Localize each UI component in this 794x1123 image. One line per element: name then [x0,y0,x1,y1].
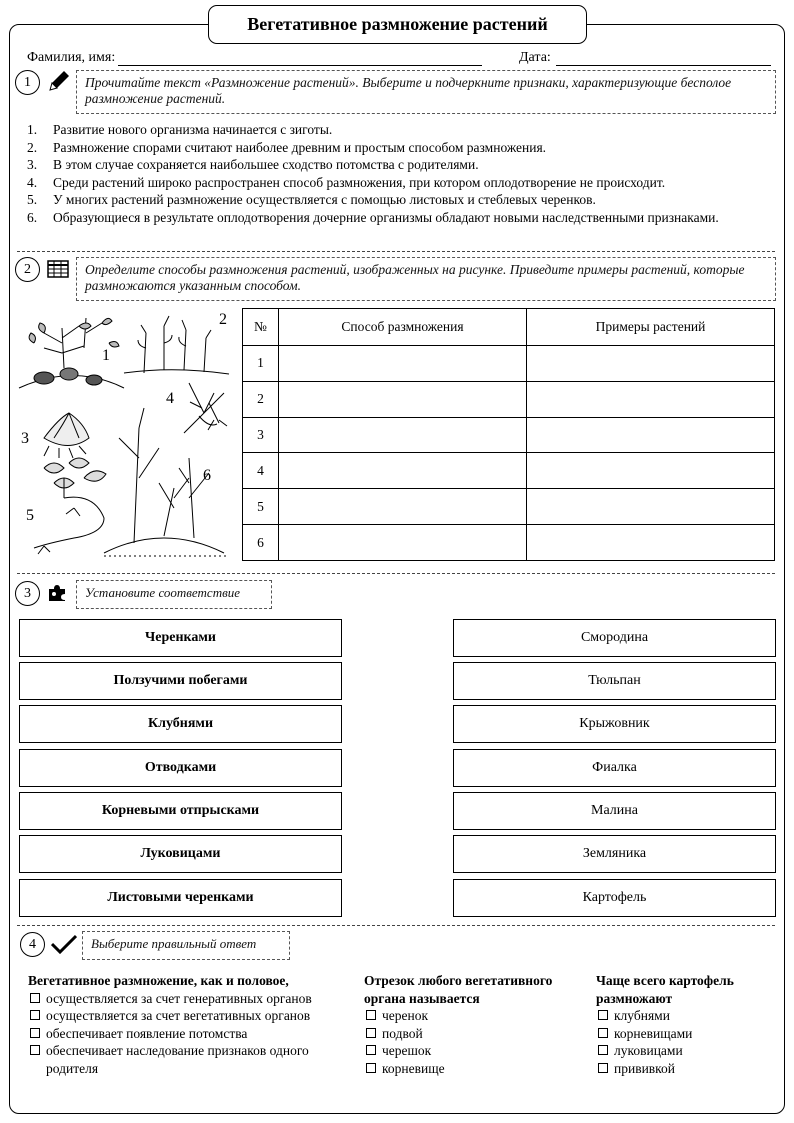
question-text: Чаще всего картофель размножают [596,973,734,1006]
pencil-icon [47,69,71,93]
option[interactable]: клубнями [596,1007,776,1025]
question-3 [596,972,776,1077]
question-text: Отрезок любого вегетативного органа называется [364,973,553,1006]
checkbox[interactable] [366,1028,376,1038]
option[interactable]: корневище [364,1060,584,1078]
table-icon [47,260,69,278]
figure-label-3: 3 [21,430,29,447]
checkbox[interactable] [30,1010,40,1020]
option[interactable]: корневищами [596,1025,776,1043]
method-cell[interactable] [279,489,527,525]
checkbox[interactable] [30,1028,40,1038]
column-header-number: № [243,309,279,346]
figure-label-5: 5 [26,507,34,524]
checkbox[interactable] [366,1063,376,1073]
option[interactable]: обеспечивает появление потомства [28,1025,338,1043]
option[interactable]: осуществляется за счет вегетативных органов [28,1007,338,1025]
checkbox[interactable] [366,1045,376,1055]
match-left-item[interactable]: Черенками [19,619,342,657]
question-1 [28,972,338,1077]
method-cell[interactable] [279,381,527,417]
list-item[interactable]: 5. У многих растений размножение осуществляется с помощью листовых и стеблевых черенков. [27,192,596,207]
match-right-item[interactable]: Смородина [453,619,776,657]
match-left-item[interactable]: Корневыми отпрысками [19,792,342,830]
page-title: Вегетативное размножение растений [208,5,587,44]
option[interactable]: осуществляется за счет генеративных органов [28,990,338,1008]
list-item[interactable]: 2. Размножение спорами считают наиболее древним и простым способом размножения. [27,139,547,155]
section-3-number: 3 [15,581,40,606]
puzzle-icon [47,583,67,603]
name-label: Фамилия, имя: [27,50,116,65]
checkbox[interactable] [366,1010,376,1020]
match-right-item[interactable]: Земляника [453,835,776,873]
option[interactable]: черенок [364,1007,584,1025]
checkbox[interactable] [598,1045,608,1055]
question-2 [364,972,584,1077]
match-left-item[interactable]: Луковицами [19,835,342,873]
date-label: Дата: [519,50,551,65]
table-row: 6 [243,525,775,561]
section-2-instruction: Определите способы размножения растений, изображенных на рисунке. Приведите примеры растений, которые размножаются указанным способом. [76,257,776,301]
figure-label-4: 4 [166,390,174,407]
examples-cell[interactable] [527,381,775,417]
section-3-instruction: Установите соответствие [76,580,272,609]
match-left-item[interactable]: Листовыми черенками [19,879,342,917]
section-4-number: 4 [20,932,45,957]
section-4-instruction: Выберите правильный ответ [82,931,290,960]
method-cell[interactable] [279,453,527,489]
table-row: 5 [243,489,775,525]
checkbox[interactable] [30,1045,40,1055]
checkbox[interactable] [30,993,40,1003]
option[interactable]: черешок [364,1042,584,1060]
date-field[interactable] [556,65,771,66]
match-right-item[interactable]: Тюльпан [453,662,776,700]
method-cell[interactable] [279,525,527,561]
match-left-item[interactable]: Ползучими побегами [19,662,342,700]
method-cell[interactable] [279,346,527,382]
examples-cell[interactable] [527,417,775,453]
table-row: 1 [243,346,775,382]
plants-illustration [14,308,242,563]
table-row: 3 [243,417,775,453]
list-item[interactable]: 3. В этом случае сохраняется наибольшее сходство потомства с родителями. [27,157,479,172]
checkbox[interactable] [598,1010,608,1020]
option[interactable]: подвой [364,1025,584,1043]
figure-label-6: 6 [203,467,211,484]
question-text: Вегетативное размножение, как и половое, [28,973,289,988]
divider [17,251,775,252]
examples-cell[interactable] [527,489,775,525]
list-item[interactable]: 1. Развитие нового организма начинается с зиготы. [27,122,333,137]
table-row: 2 [243,381,775,417]
column-header-examples: Примеры растений [527,309,775,346]
checkbox[interactable] [598,1028,608,1038]
match-left-item[interactable]: Клубнями [19,705,342,743]
figure-label-2: 2 [219,311,227,328]
name-field[interactable] [118,65,482,66]
divider [17,925,775,926]
examples-cell[interactable] [527,346,775,382]
option[interactable]: обеспечивает наследование признаков одного родителя [28,1042,338,1077]
match-right-item[interactable]: Крыжовник [453,705,776,743]
match-right-item[interactable]: Картофель [453,879,776,917]
method-cell[interactable] [279,417,527,453]
match-right-item[interactable]: Фиалка [453,749,776,787]
figure-label-1: 1 [102,347,110,364]
examples-cell[interactable] [527,525,775,561]
list-item[interactable]: 6. Образующиеся в результате оплодотворения дочерние организмы обладают новыми наследственными признаками. [27,209,719,225]
match-right-item[interactable]: Малина [453,792,776,830]
checkmark-icon [51,934,77,954]
examples-cell[interactable] [527,453,775,489]
section-1-number: 1 [15,70,40,95]
reproduction-table [242,308,775,561]
option[interactable]: прививкой [596,1060,776,1078]
checkbox[interactable] [598,1063,608,1073]
section-2-number: 2 [15,257,40,282]
divider [17,573,775,574]
column-header-method: Способ размножения [279,309,527,346]
option[interactable]: луковицами [596,1042,776,1060]
match-left-item[interactable]: Отводками [19,749,342,787]
table-row: 4 [243,453,775,489]
statements-list [27,121,767,226]
list-item[interactable]: 4. Среди растений широко распространен способ размножения, при котором оплодотворение не происходит. [27,174,666,190]
section-1-instruction: Прочитайте текст «Размножение растений». Выберите и подчеркните признаки, характеризующие бесполое размножение растений. [76,70,776,114]
